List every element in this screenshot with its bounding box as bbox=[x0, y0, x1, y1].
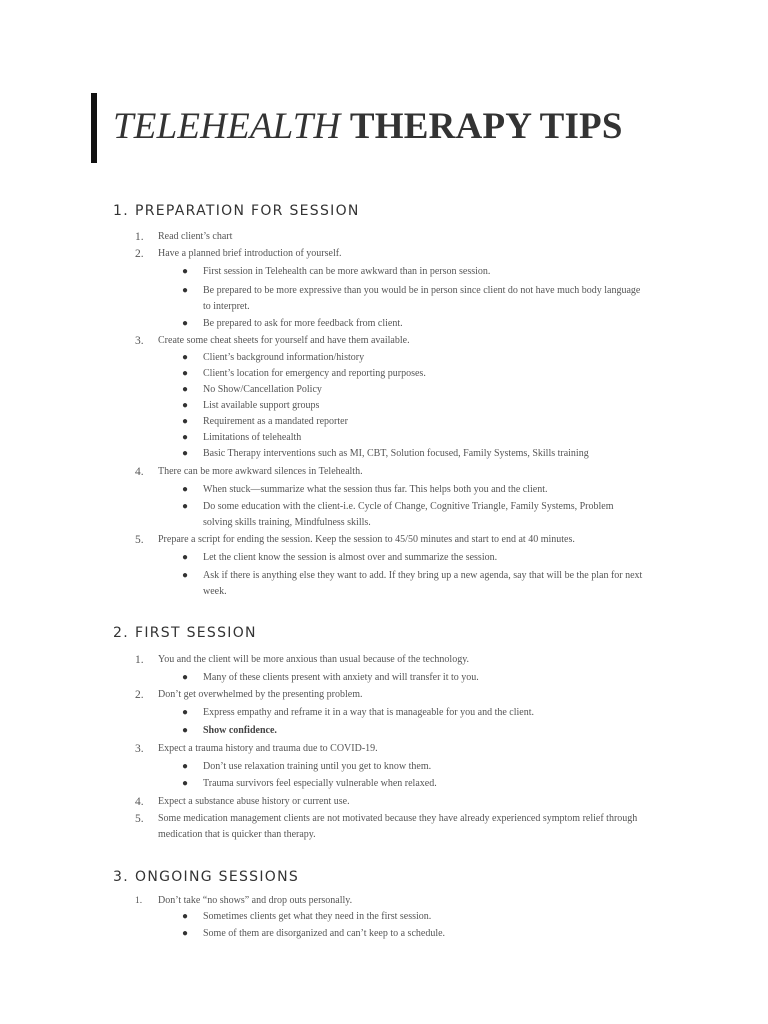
bullet-item: First session in Telehealth can be more awkward than in person session. bbox=[203, 266, 491, 277]
list-item: Some medication management clients are not motivated because they have already experienced symptom relief through medication that is quicker than therapy. bbox=[158, 813, 638, 840]
list-item: Read client’s chart bbox=[158, 231, 233, 242]
bullet-icon: ● bbox=[182, 778, 189, 789]
list-number: 1. bbox=[135, 896, 143, 906]
list-number: 4. bbox=[135, 796, 144, 808]
bullet-item: Let the client know the session is almost over and summarize the session. bbox=[203, 552, 498, 563]
bullet-item: Express empathy and reframe it in a way that is manageable for you and the client. bbox=[203, 707, 534, 718]
bullet-item: When stuck—summarize what the session thus far. This helps both you and the client. bbox=[203, 484, 548, 495]
list-number: 1. bbox=[135, 654, 144, 666]
list-number: 5. bbox=[135, 534, 144, 546]
bullet-icon: ● bbox=[182, 928, 189, 939]
bullet-icon: ● bbox=[182, 911, 189, 922]
title-accent-bar bbox=[91, 93, 97, 163]
section-heading-first-session: 2. FIRST SESSION bbox=[113, 625, 257, 641]
section-heading-ongoing-sessions: 3. ONGOING SESSIONS bbox=[113, 869, 300, 885]
list-item: Expect a trauma history and trauma due to COVID-19. bbox=[158, 743, 378, 754]
page-title bbox=[113, 105, 623, 148]
bullet-icon: ● bbox=[182, 484, 189, 495]
bullet-item: Limitations of telehealth bbox=[203, 432, 302, 443]
list-number: 3. bbox=[135, 743, 144, 755]
bullet-icon: ● bbox=[182, 384, 189, 395]
bullet-icon: ● bbox=[182, 570, 189, 581]
bullet-item: Ask if there is anything else they want to add. If they bring up a new agenda, say that will be the plan for next week. bbox=[203, 570, 643, 597]
bullet-item: Basic Therapy interventions such as MI, CBT, Solution focused, Family Systems, Skills training bbox=[203, 448, 589, 459]
list-number: 4. bbox=[135, 466, 144, 478]
bullet-icon: ● bbox=[182, 416, 189, 427]
bullet-item: No Show/Cancellation Policy bbox=[203, 384, 322, 395]
bullet-icon: ● bbox=[182, 400, 189, 411]
list-number: 3. bbox=[135, 335, 144, 347]
bullet-item: Requirement as a mandated reporter bbox=[203, 416, 348, 427]
bullet-item: List available support groups bbox=[203, 400, 320, 411]
title-part-bold: THERAPY TIPS bbox=[349, 106, 623, 147]
list-item: You and the client will be more anxious than usual because of the technology. bbox=[158, 654, 470, 665]
bullet-item: Client’s background information/history bbox=[203, 352, 365, 363]
list-number: 1. bbox=[135, 231, 144, 243]
list-item: Don’t get overwhelmed by the presenting problem. bbox=[158, 689, 363, 700]
list-number: 5. bbox=[135, 813, 144, 825]
bullet-icon: ● bbox=[182, 368, 189, 379]
bullet-item: Do some education with the client-i.e. Cycle of Change, Cognitive Triangle, Family Systems, Problem solving skills training, Mindfulness skills. bbox=[203, 501, 614, 528]
bullet-item: Be prepared to ask for more feedback from client. bbox=[203, 318, 403, 329]
bullet-item: Show confidence. bbox=[203, 725, 277, 736]
bullet-item: Client’s location for emergency and reporting purposes. bbox=[203, 368, 426, 379]
bullet-item: Don’t use relaxation training until you get to know them. bbox=[203, 761, 432, 772]
bullet-icon: ● bbox=[182, 501, 189, 512]
list-item: Expect a substance abuse history or current use. bbox=[158, 796, 350, 807]
list-item: Create some cheat sheets for yourself and have them available. bbox=[158, 335, 410, 346]
bullet-icon: ● bbox=[182, 672, 189, 683]
list-number: 2. bbox=[135, 689, 144, 701]
bullet-item: Be prepared to be more expressive than you would be in person since client do not have much body language to interpret. bbox=[203, 285, 641, 312]
section-heading-preparation: 1. PREPARATION FOR SESSION bbox=[113, 203, 360, 219]
bullet-item: Some of them are disorganized and can’t keep to a schedule. bbox=[203, 928, 446, 939]
bullet-icon: ● bbox=[182, 552, 189, 563]
bullet-item: Trauma survivors feel especially vulnerable when relaxed. bbox=[203, 778, 437, 789]
bullet-icon: ● bbox=[182, 448, 189, 459]
list-item: Have a planned brief introduction of yourself. bbox=[158, 248, 342, 259]
title-part-italic: TELEHEALTH bbox=[113, 106, 341, 147]
bullet-icon: ● bbox=[182, 318, 189, 329]
list-number: 2. bbox=[135, 248, 144, 260]
bullet-icon: ● bbox=[182, 761, 189, 772]
bullet-icon: ● bbox=[182, 285, 189, 296]
bullet-icon: ● bbox=[182, 725, 189, 736]
bullet-icon: ● bbox=[182, 432, 189, 443]
bullet-icon: ● bbox=[182, 707, 189, 718]
list-item: There can be more awkward silences in Telehealth. bbox=[158, 466, 363, 477]
bullet-icon: ● bbox=[182, 352, 189, 363]
bullet-item: Many of these clients present with anxiety and will transfer it to you. bbox=[203, 672, 479, 683]
list-item: Don’t take “no shows” and drop outs personally. bbox=[158, 895, 353, 906]
bullet-icon: ● bbox=[182, 266, 189, 277]
list-item: Prepare a script for ending the session. Keep the session to 45/50 minutes and start to end at 40 minutes. bbox=[158, 534, 575, 545]
bullet-item: Sometimes clients get what they need in the first session. bbox=[203, 911, 432, 922]
